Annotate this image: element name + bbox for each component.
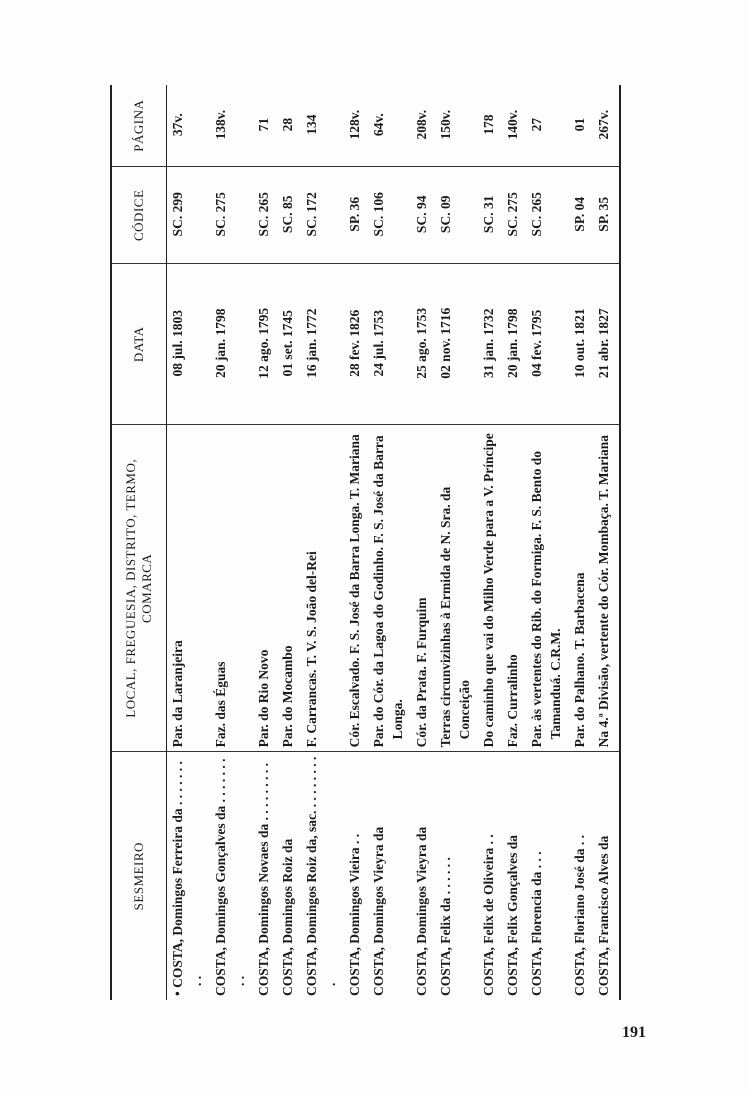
cell-codice: SP. 35 (593, 167, 620, 264)
cell-sesmeiro: COSTA, Floriano José da . . (572, 834, 587, 996)
cell-sesmeiro: COSTA, Domingos Novaes da . . . . . . . . . (256, 762, 271, 996)
cell-codice: SC. 299 (167, 167, 211, 264)
cell-local: Par. do Rio Novo (253, 425, 277, 752)
table-row (167, 85, 211, 1000)
cell-codice: SC. 275 (502, 167, 526, 264)
table-row (277, 85, 301, 1000)
cell-data: 10 out. 1821 (569, 264, 593, 425)
cell-pagina: 37v. (167, 85, 211, 167)
cell-sesmeiro: COSTA, Florencia da . . . (529, 851, 544, 996)
cell-local: Par. do Palhano. T. Barbacena (569, 425, 593, 752)
cell-local: Na 4.ª Divisão, vertente do Cór. Mombaça. T. Mariana (593, 425, 620, 752)
cell-sesmeiro: COSTA, Domingos Roiz da (280, 838, 295, 996)
table-row (569, 85, 593, 1000)
cell-local: Par. da Laranjeira (167, 425, 211, 752)
cell-data: 28 fev. 1826 (344, 264, 368, 425)
cell-pagina: 128v. (344, 85, 368, 167)
cell-sesmeiro: COSTA, Domingos Roiz da, sac. . . . . . . . . . (304, 756, 338, 996)
table-row (593, 85, 620, 1000)
cell-data: 02 nov. 1716 (435, 264, 478, 425)
header-local: LOCAL, FREGUESIA, DISTRITO, TERMO, COMARCA (111, 425, 167, 752)
cell-data: 08 jul. 1803 (167, 264, 211, 425)
cell-data: 31 jan. 1732 (478, 264, 502, 425)
cell-codice: SC. 265 (253, 167, 277, 264)
cell-pagina: 150v. (435, 85, 478, 167)
table-header-row (111, 85, 167, 1000)
cell-sesmeiro: COSTA, Francisco Alves da (593, 752, 620, 1000)
header-data: DATA (111, 264, 167, 425)
cell-local: Faz. das Éguas (210, 425, 253, 752)
sesmarias-table (110, 85, 621, 1000)
cell-local: Faz. Curralinho (502, 425, 526, 752)
cell-sesmeiro: • COSTA, Domingos Ferreira da . . . . . . . . . (170, 761, 204, 996)
header-codice: CÓDICE (111, 167, 167, 264)
header-sesmeiro: SESMEIRO (111, 752, 167, 1000)
cell-local: Cór. da Prata. F. Furquim (411, 425, 435, 752)
cell-sesmeiro: COSTA, Domingos Vieyra da (414, 826, 429, 996)
cell-local: F. Carrancas. T. V. S. João del-Rei (301, 425, 344, 752)
cell-sesmeiro: COSTA, Domingos Vieyra da (371, 826, 386, 996)
cell-local: Par. do Cór. da Lagoa do Godinho. F. S. José da Barra Longa. (368, 425, 411, 752)
table-row (210, 85, 253, 1000)
cell-local: Par. do Mocambo (277, 425, 301, 752)
cell-codice: SC. 172 (301, 167, 344, 264)
table-row (526, 85, 569, 1000)
cell-data: 25 ago. 1753 (411, 264, 435, 425)
cell-local: Terras circunvizinhas à Ermida de N. Sra. da Conceição (435, 425, 478, 752)
cell-local: Do caminho que vai do Milho Verde para a V. Príncipe (478, 425, 502, 752)
cell-codice: SC. 265 (526, 167, 569, 264)
cell-codice: SP. 04 (569, 167, 593, 264)
cell-sesmeiro: COSTA, Felix Gonçalves da (505, 834, 520, 996)
cell-data: 12 ago. 1795 (253, 264, 277, 425)
cell-pagina: 134 (301, 85, 344, 167)
cell-local: Par. às vertentes do Rib. do Formiga. F. S. Bento do Tamanduá. C.R.M. (526, 425, 569, 752)
cell-data: 24 jul. 1753 (368, 264, 411, 425)
cell-pagina: 208v. (411, 85, 435, 167)
rotated-table-wrapper (110, 85, 665, 1000)
cell-pagina: 138v. (210, 85, 253, 167)
cell-codice: SC. 31 (478, 167, 502, 264)
table-body (167, 85, 621, 1000)
cell-data: 01 set. 1745 (277, 264, 301, 425)
table-row (368, 85, 411, 1000)
cell-data: 20 jan. 1798 (502, 264, 526, 425)
cell-pagina: 178 (478, 85, 502, 167)
table-row (253, 85, 277, 1000)
cell-local: Cór. Escalvado. F. S. José da Barra Longa. T. Mariana (344, 425, 368, 752)
cell-pagina: 28 (277, 85, 301, 167)
cell-codice: SC. 94 (411, 167, 435, 264)
table-row (344, 85, 368, 1000)
cell-codice: SP. 36 (344, 167, 368, 264)
cell-pagina: 140v. (502, 85, 526, 167)
cell-pagina: 64v. (368, 85, 411, 167)
cell-pagina: 71 (253, 85, 277, 167)
table-row (301, 85, 344, 1000)
table-row (411, 85, 435, 1000)
cell-pagina: 267v. (593, 85, 620, 167)
cell-codice: SC. 275 (210, 167, 253, 264)
cell-data: 16 jan. 1772 (301, 264, 344, 425)
cell-codice: SC. 09 (435, 167, 478, 264)
cell-pagina: 01 (569, 85, 593, 167)
header-pagina: PÁGINA (111, 85, 167, 167)
cell-sesmeiro: COSTA, Domingos Vieira . . (347, 833, 362, 996)
cell-codice: SC. 85 (277, 167, 301, 264)
cell-sesmeiro: COSTA, Felix de Oliveira . . (481, 834, 496, 996)
cell-data: 21 abr. 1827 (593, 264, 620, 425)
cell-sesmeiro: COSTA, Domingos Gonçalves da . . . . . . . . . (213, 758, 247, 996)
cell-sesmeiro: COSTA, Felix da . . . . . . (438, 857, 453, 996)
cell-data: 20 jan. 1798 (210, 264, 253, 425)
table-row (502, 85, 526, 1000)
cell-pagina: 27 (526, 85, 569, 167)
cell-data: 04 fev. 1795 (526, 264, 569, 425)
table-row (435, 85, 478, 1000)
table-row (478, 85, 502, 1000)
cell-codice: SC. 106 (368, 167, 411, 264)
page-number: 191 (622, 1024, 646, 1041)
